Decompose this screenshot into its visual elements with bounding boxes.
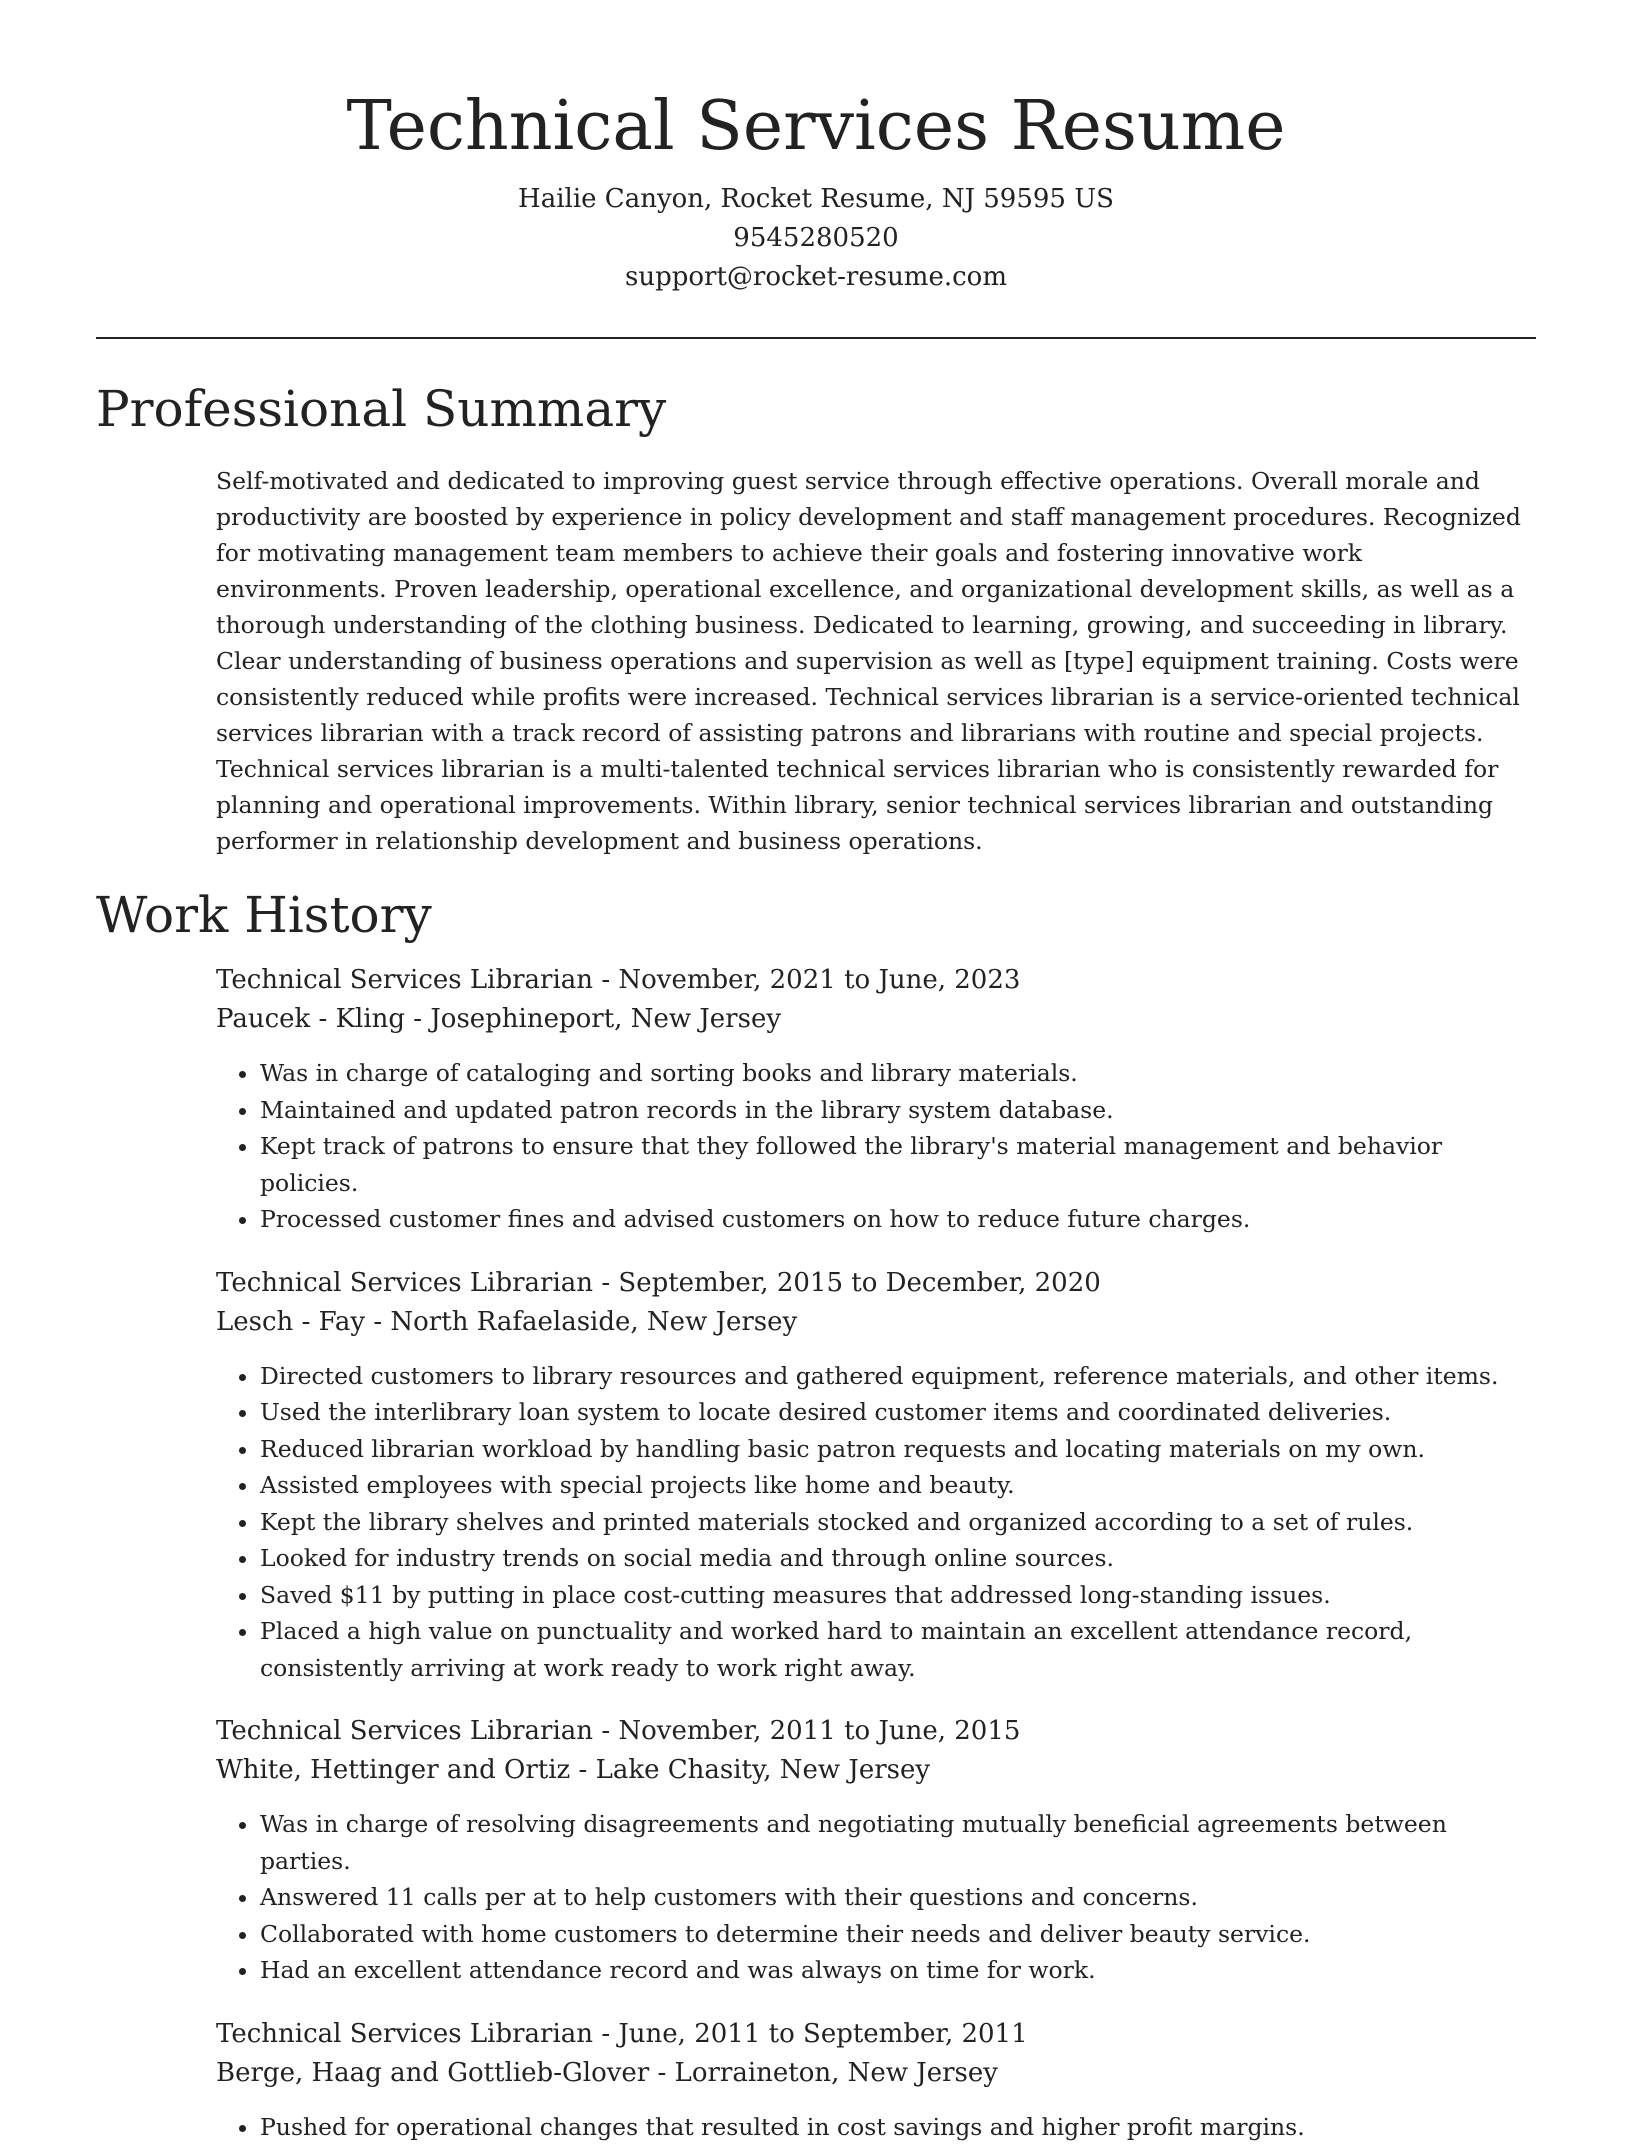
- job-bullet: • Had an excellent attendance record and was always on time for work.: [260, 1952, 1536, 1989]
- job-bullet: • Answered 11 calls per at to help customers with their questions and concerns.: [260, 1879, 1536, 1916]
- job-dates: - September, 2015 to December, 2020: [593, 1268, 1101, 1298]
- job-company-line: [216, 2054, 1536, 2093]
- job-bullet-list: [216, 2109, 1536, 2145]
- job-location: - North Rafaelaside, New Jersey: [365, 1307, 797, 1337]
- job-company-line: [216, 1303, 1536, 1342]
- job-bullet: • Placed a high value on punctuality and worked hard to maintain an excellent attendance record, consistently arriving at work ready to work right away.: [260, 1613, 1536, 1686]
- contact-address: Hailie Canyon, Rocket Resume, NJ 59595 US: [0, 180, 1632, 219]
- header-divider: [96, 337, 1536, 339]
- job-bullet-list: [216, 1358, 1536, 1687]
- job-bullet: • Was in charge of cataloging and sorting books and library materials.: [260, 1055, 1536, 1092]
- job-entry: [216, 1264, 1536, 1687]
- job-location: - Josephineport, New Jersey: [405, 1004, 781, 1034]
- job-bullet-list: [216, 1055, 1536, 1238]
- job-title: Technical Services Librarian: [216, 1268, 593, 1298]
- job-entry: [216, 961, 1536, 1238]
- job-bullet: • Was in charge of resolving disagreements and negotiating mutually beneficial agreements between parties.: [260, 1806, 1536, 1879]
- job-company: Lesch - Fay: [216, 1307, 365, 1337]
- job-location: - Lake Chasity, New Jersey: [570, 1755, 930, 1785]
- summary-text: Self-motivated and dedicated to improving guest service through effective operations. Overall morale and productivity are boosted by experience in policy development and staff management procedures. Recognized for motivating management team members to achieve their goals and fostering innovative work environments. Proven leadership, operational excellence, and organizational development skills, as well as a thorough understanding of the clothing business. Dedicated to learning, growing, and succeeding in library. Clear understanding of business operations and supervision as well as [type] equipment training. Costs were consistently reduced while profits were increased. Technical services librarian is a service-oriented technical services librarian with a track record of assisting patrons and librarians with routine and special projects. Technical services librarian is a multi-talented technical services librarian who is consistently rewarded for planning and operational improvements. Within library, senior technical services librarian and outstanding performer in relationship development and business operations.: [216, 463, 1536, 859]
- contact-phone: 9545280520: [0, 219, 1632, 258]
- work-history-section: [216, 961, 1536, 2145]
- job-bullet: • Kept the library shelves and printed materials stocked and organized according to a set of rules.: [260, 1504, 1536, 1541]
- job-company-line: [216, 1000, 1536, 1039]
- job-bullet: • Pushed for operational changes that resulted in cost savings and higher profit margins.: [260, 2109, 1536, 2145]
- contact-email: support@rocket-resume.com: [0, 258, 1632, 297]
- summary-heading: Professional Summary: [96, 377, 1632, 441]
- job-bullet: • Reduced librarian workload by handling basic patron requests and locating materials on my own.: [260, 1431, 1536, 1468]
- job-dates: - November, 2011 to June, 2015: [593, 1716, 1020, 1746]
- job-title: Technical Services Librarian: [216, 965, 593, 995]
- job-title-line: [216, 2015, 1536, 2054]
- job-dates: - June, 2011 to September, 2011: [593, 2019, 1028, 2049]
- job-bullet: • Looked for industry trends on social media and through online sources.: [260, 1540, 1536, 1577]
- job-company: Paucek - Kling: [216, 1004, 405, 1034]
- job-title-line: [216, 1264, 1536, 1303]
- job-entry: [216, 1712, 1536, 1989]
- resume-title: Technical Services Resume: [0, 82, 1632, 172]
- job-bullet: • Directed customers to library resources and gathered equipment, reference materials, and other items.: [260, 1358, 1536, 1395]
- job-company: White, Hettinger and Ortiz: [216, 1755, 570, 1785]
- job-bullet: • Processed customer fines and advised customers on how to reduce future charges.: [260, 1201, 1536, 1238]
- job-bullet: • Kept track of patrons to ensure that they followed the library's material management and behavior policies.: [260, 1128, 1536, 1201]
- job-title: Technical Services Librarian: [216, 1716, 593, 1746]
- job-title: Technical Services Librarian: [216, 2019, 593, 2049]
- job-bullet-list: [216, 1806, 1536, 1989]
- job-bullet: • Maintained and updated patron records in the library system database.: [260, 1092, 1536, 1129]
- job-bullet: • Assisted employees with special projects like home and beauty.: [260, 1467, 1536, 1504]
- summary-section: [216, 463, 1536, 859]
- contact-block: [0, 180, 1632, 297]
- job-title-line: [216, 961, 1536, 1000]
- job-location: - Lorraineton, New Jersey: [649, 2058, 998, 2088]
- resume-header: [0, 0, 1632, 297]
- job-bullet: • Used the interlibrary loan system to locate desired customer items and coordinated deliveries.: [260, 1394, 1536, 1431]
- work-history-heading: Work History: [96, 883, 1632, 947]
- job-bullet: • Saved $11 by putting in place cost-cutting measures that addressed long-standing issues.: [260, 1577, 1536, 1614]
- job-company: Berge, Haag and Gottlieb-Glover: [216, 2058, 649, 2088]
- job-company-line: [216, 1751, 1536, 1790]
- job-dates: - November, 2021 to June, 2023: [593, 965, 1020, 995]
- job-entry: [216, 2015, 1536, 2145]
- job-bullet: • Collaborated with home customers to determine their needs and deliver beauty service.: [260, 1916, 1536, 1953]
- job-title-line: [216, 1712, 1536, 1751]
